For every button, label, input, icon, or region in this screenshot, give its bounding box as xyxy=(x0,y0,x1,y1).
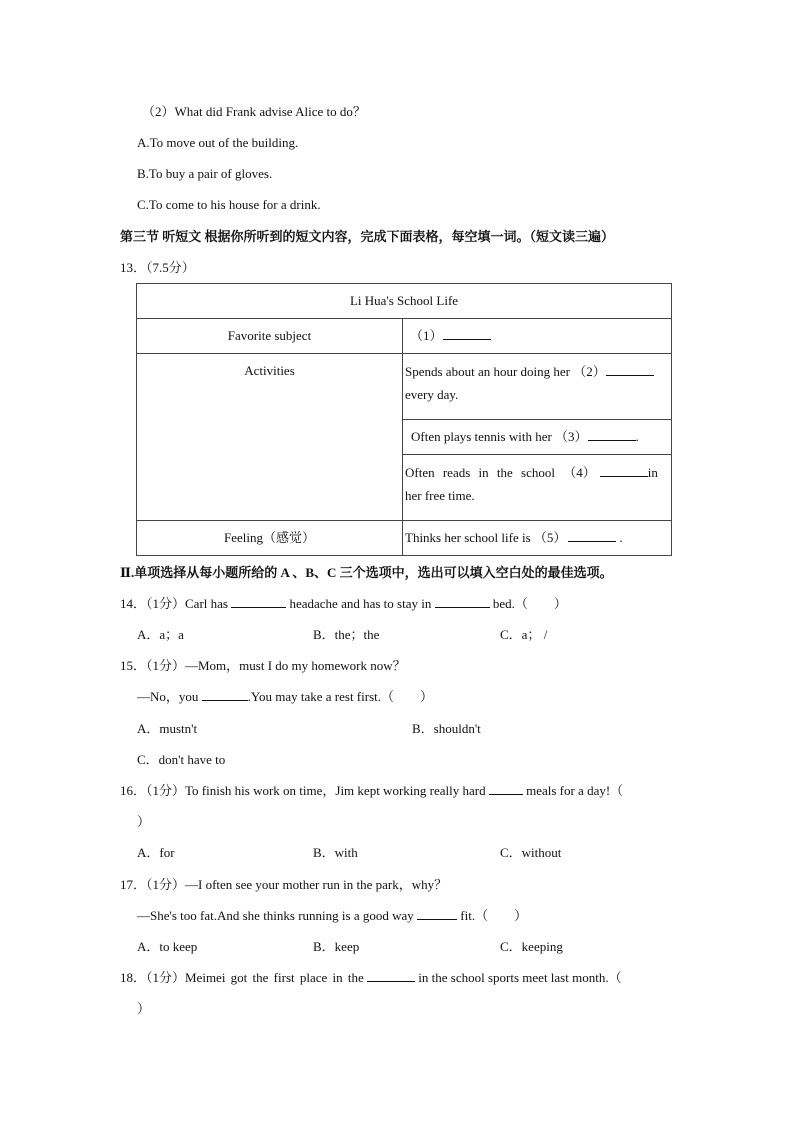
q16-text-2: meals for a day!（ xyxy=(526,783,624,798)
feeling-text: Thinks her school life is （5） xyxy=(405,530,567,545)
activity-2-text: Often plays tennis with her （3） xyxy=(411,429,588,444)
q14-text-2: headache and has to stay in xyxy=(289,596,432,611)
activity-1-cell xyxy=(403,354,672,420)
activity-2-cell xyxy=(403,420,672,455)
q17-answer-line xyxy=(137,908,527,924)
blank-5[interactable] xyxy=(568,530,616,542)
q17-text-2: fit.（ ） xyxy=(460,908,528,923)
section3-heading: 第三节 听短文 根据你所听到的短文内容，完成下面表格，每空填一词。（短文读三遍） xyxy=(120,229,615,244)
activity-3-text-end: her free time. xyxy=(405,487,475,503)
q14-text-1: 14．（1分）Carl has xyxy=(120,596,228,611)
blank-2[interactable] xyxy=(606,364,654,376)
q18-stem xyxy=(120,970,622,986)
q14-blank-2[interactable] xyxy=(435,596,490,608)
q17-option-c: C．keeping xyxy=(500,939,563,954)
activity-1-text-end: every day. xyxy=(405,386,459,402)
q12-2-option-a: A.To move out of the building. xyxy=(137,135,299,150)
q17-text-1: —She's too fat.And she thinks running is a good way xyxy=(137,908,414,923)
q15-stem: 15．（1分）—Mom，must I do my homework now？ xyxy=(120,658,406,673)
q17-stem: 17．（1分）—I often see your mother run in the park，why？ xyxy=(120,877,448,892)
feeling-end: . xyxy=(619,530,623,545)
favorite-subject-label: Favorite subject xyxy=(137,319,403,354)
q12-2-option-b: B.To buy a pair of gloves. xyxy=(137,166,273,181)
blank-1[interactable] xyxy=(443,328,491,340)
q16-text-1: 16．（1分）To finish his work on time，Jim kept working really hard xyxy=(120,783,486,798)
q13-number: 13．（7.5分） xyxy=(120,260,195,275)
blank-3[interactable] xyxy=(588,429,636,441)
q15-text-2: .You may take a rest first.（ ） xyxy=(247,689,433,704)
q15-option-a: A．mustn't xyxy=(137,721,198,736)
q12-2-option-c: C.To come to his house for a drink. xyxy=(137,197,321,212)
q16-blank[interactable] xyxy=(489,783,523,795)
q15-text-1: —No，you xyxy=(137,689,199,704)
q17-option-b: B．keep xyxy=(313,939,360,954)
section2-heading: Ⅱ.单项选择从每小题所给的 A 、B、C 三个选项中，选出可以填入空白处的最佳选项。 xyxy=(120,565,613,580)
q15-option-c: C．don't have to xyxy=(137,752,226,767)
q14-option-a: A．a；a xyxy=(137,627,184,642)
activity-1-text: Spends about an hour doing her （2） xyxy=(405,363,606,379)
q14-text-3: bed.（ ） xyxy=(492,596,567,611)
feeling-label: Feeling（感觉） xyxy=(137,521,403,556)
q15-option-b: B．shouldn't xyxy=(412,721,481,736)
q18-text-1: 18．（1分）Meimei got the first place in the xyxy=(120,970,364,985)
activity-3-text: Often reads in the school （4） xyxy=(405,464,596,480)
q17-blank[interactable] xyxy=(417,908,457,920)
blank-1-label: （1） xyxy=(410,328,443,343)
q17-option-a: A．to keep xyxy=(137,939,198,954)
q14-option-c: C．a； / xyxy=(500,627,548,642)
q12-2-question: （2）What did Frank advise Alice to do？ xyxy=(142,104,366,119)
feeling-cell xyxy=(403,521,672,556)
q16-option-b: B．with xyxy=(313,845,358,860)
activity-3-cell xyxy=(403,455,672,521)
q18-blank[interactable] xyxy=(367,970,415,982)
q14-stem xyxy=(120,596,567,612)
blank-4[interactable] xyxy=(600,465,648,477)
q18-close: ） xyxy=(137,1001,151,1016)
q16-close: ） xyxy=(137,814,151,829)
q14-blank-1[interactable] xyxy=(231,596,286,608)
q16-option-a: A．for xyxy=(137,845,175,860)
favorite-subject-cell xyxy=(403,319,672,354)
activity-2-end: . xyxy=(635,429,639,444)
q18-text-2: in the school sports meet last month.（ xyxy=(418,970,622,985)
q14-option-b: B．the；the xyxy=(313,627,380,642)
school-life-table xyxy=(136,283,672,556)
activity-3-in: in xyxy=(647,464,658,480)
q16-option-c: C．without xyxy=(500,845,562,860)
q15-answer-line xyxy=(137,689,433,705)
table-title: Li Hua's School Life xyxy=(137,284,672,319)
q16-stem xyxy=(120,783,623,799)
q15-blank[interactable] xyxy=(202,689,248,701)
activities-label: Activities xyxy=(137,354,403,521)
